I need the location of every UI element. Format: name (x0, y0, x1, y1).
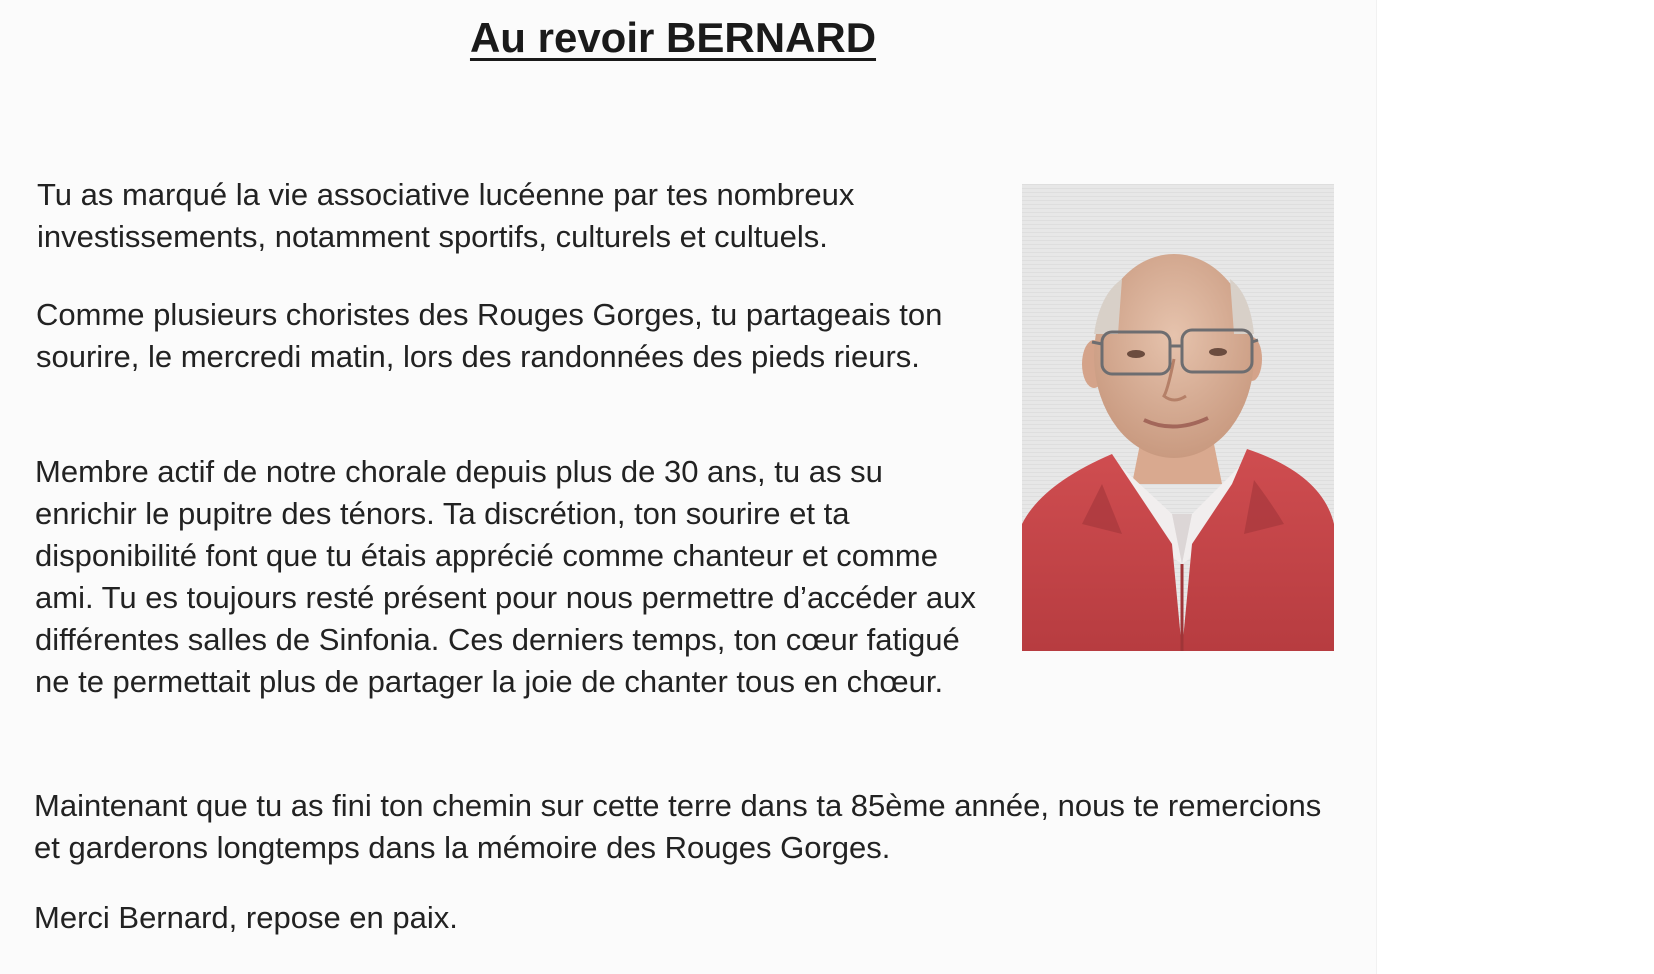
page-edge (1376, 0, 1377, 974)
paragraph-4: Maintenant que tu as fini ton chemin sur cette terre dans ta 85ème année, nous te remercions et garderons longtemps dans la mémoire des Rouges Gorges. (34, 788, 1322, 865)
paragraph-2: Comme plusieurs choristes des Rouges Gorges, tu partageais ton sourire, le mercredi matin, lors des randonnées des pieds rieurs. (36, 297, 943, 374)
portrait-photo (1022, 184, 1334, 651)
paragraph-3-text: Membre actif de notre chorale depuis plus de 30 ans, tu as su enrichir le pupitre des ténors. Ta discrétion, ton sourire et ta disponibilité font que tu étais apprécié comme chanteur et comme ami. Tu es toujours resté présent pour nous permettre d’accéder aux différentes salles de Sinfonia. Ces derniers temps, ton cœur fatigué ne te permettait plus de partager la joie de chanter tous en chœur. (35, 454, 976, 699)
paragraph-5: Merci Bernard, repose en paix. (34, 900, 458, 935)
portrait-illustration (1022, 184, 1334, 651)
page-title: Au revoir BERNARD (469, 14, 877, 61)
paragraph-1: Tu as marqué la vie associative lucéenne par tes nombreux investissements, notamment sportifs, culturels et cultuels. (37, 177, 855, 254)
